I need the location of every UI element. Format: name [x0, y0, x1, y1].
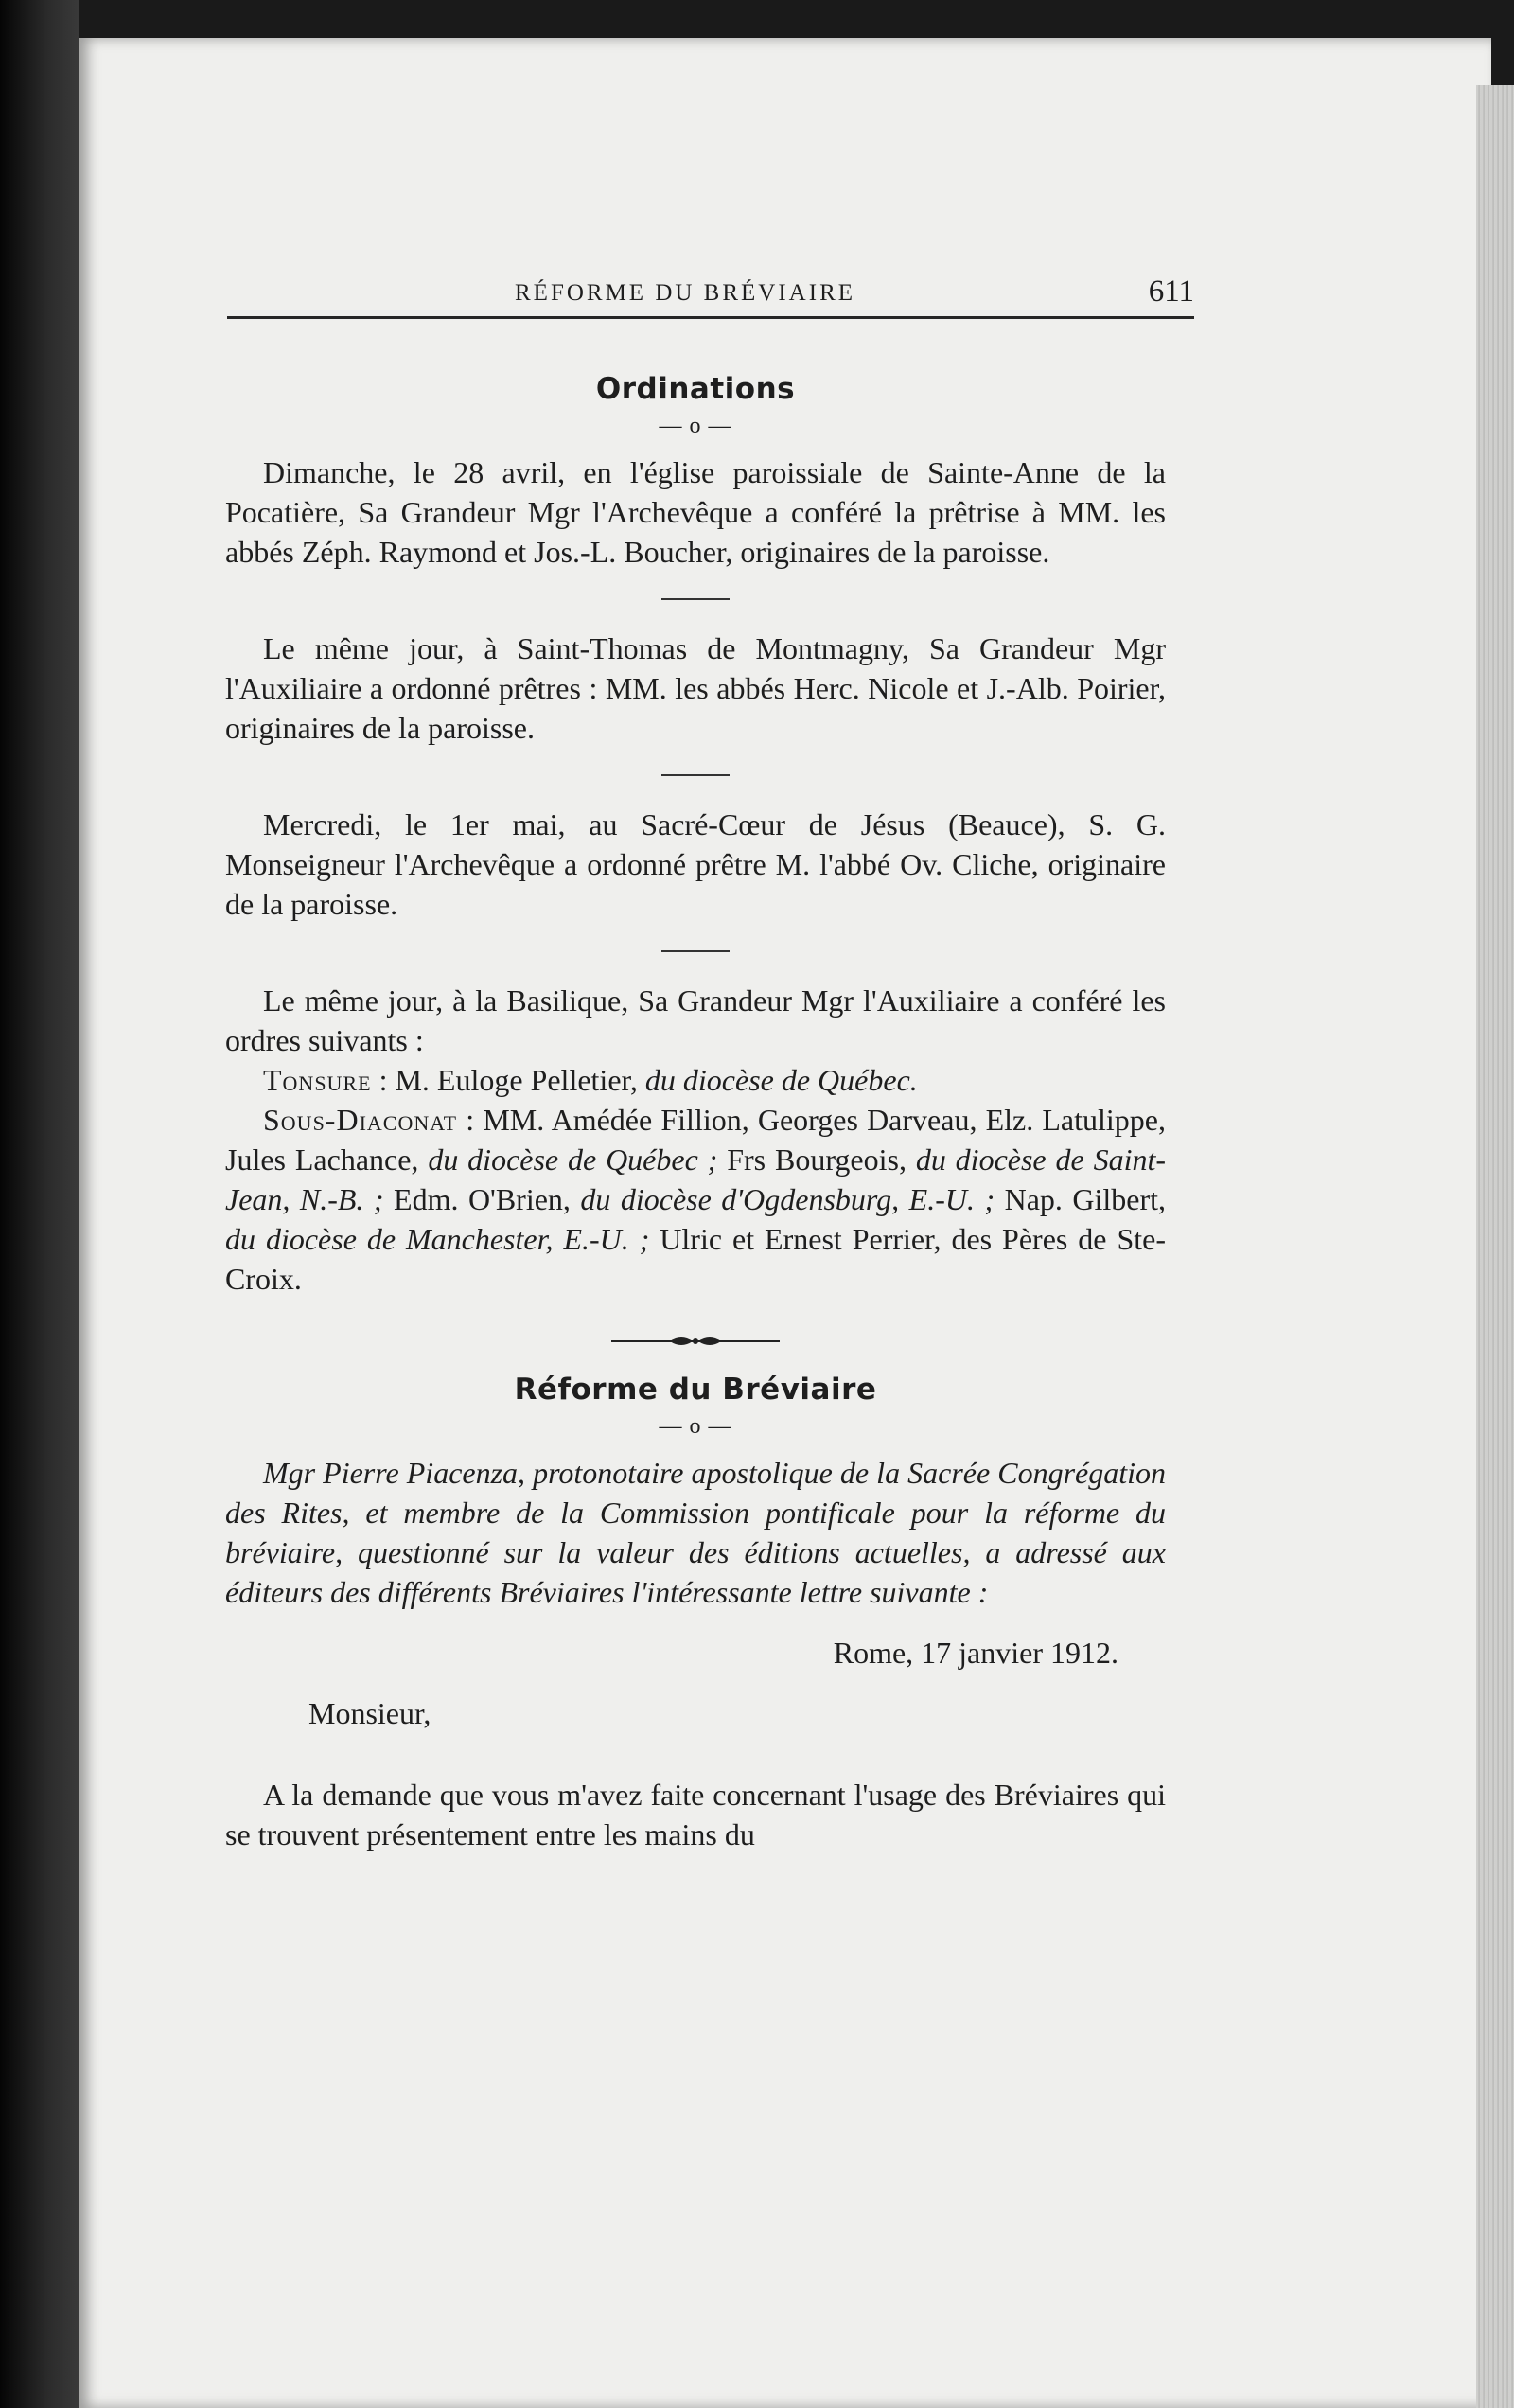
book-gutter-shadow	[0, 0, 79, 2408]
tonsure-colon: :	[371, 1063, 396, 1097]
sous-diaconat-names-5: Ulric et Ernest Perrier, des Pères de Ste-Croix.	[225, 1222, 1167, 1296]
sous-diaconat-colon: :	[457, 1103, 484, 1137]
tonsure-entry	[225, 1060, 1166, 1100]
tonsure-label: Tonsure	[263, 1063, 372, 1097]
running-head: RÉFORME DU BRÉVIAIRE	[515, 280, 856, 306]
paragraph-divider	[661, 950, 730, 952]
sous-diaconat-names-1: MM. Amédée Fillion, Georges Darveau, Elz. Latulippe, Jules Lachance,	[225, 1103, 1166, 1177]
page-header	[227, 274, 1194, 319]
ornament-divider-icon	[611, 1331, 780, 1352]
ordination-paragraph-4: Le même jour, à la Basilique, Sa Grandeur Mgr l'Auxiliaire a conféré les ordres suivants :	[225, 983, 1166, 1057]
ordination-paragraph-3: Mercredi, le 1er mai, au Sacré-Cœur de Jésus (Beauce), S. G. Monseigneur l'Archevêque a ordonné prêtre M. l'abbé Ov. Cliche, originaire de la paroisse.	[225, 807, 1166, 921]
letter-body: A la demande que vous m'avez faite concernant l'usage des Bréviaires qui se trouvent présentement entre les mains du	[225, 1778, 1166, 1851]
sous-diaconat-diocese-4: du diocèse de Manchester, E.-U. ;	[225, 1222, 650, 1256]
letter-dateline: Rome, 17 janvier 1912.	[833, 1636, 1118, 1670]
title-separator: — o —	[659, 1414, 732, 1439]
sous-diaconat-names-3: Edm. O'Brien,	[383, 1182, 581, 1216]
sous-diaconat-entry	[225, 1100, 1166, 1299]
section-title-reforme: Réforme du Bréviaire	[514, 1372, 877, 1407]
letter-salutation: Monsieur,	[308, 1696, 431, 1730]
sous-diaconat-names-2: Frs Bourgeois,	[717, 1142, 916, 1177]
reforme-intro-block	[225, 1453, 1166, 1612]
sous-diaconat-diocese-1: du diocèse de Québec ;	[428, 1142, 718, 1177]
title-separator: — o —	[659, 414, 732, 438]
sous-diaconat-diocese-2: du diocèse de Saint-Jean, N.-B. ;	[225, 1142, 1167, 1216]
paragraph-divider	[661, 774, 730, 776]
tonsure-name: M. Euloge Pelletier,	[395, 1063, 645, 1097]
section-title-ordinations: Ordinations	[595, 372, 796, 406]
ordination-paragraph-2: Le même jour, à Saint-Thomas de Montmagny, Sa Grandeur Mgr l'Auxiliaire a ordonné prêtres : MM. les abbés Herc. Nicole et J.-Alb. Poirier, originaires de la paroisse.	[225, 631, 1166, 745]
ordination-paragraph-1: Dimanche, le 28 avril, en l'église paroissiale de Sainte-Anne de la Pocatière, Sa Grandeur Mgr l'Archevêque a conféré la prêtrise à MM. les abbés Zéph. Raymond et Jos.-L. Boucher, originaires de la paroisse.	[225, 455, 1166, 569]
reforme-intro: Mgr Pierre Piacenza, protonotaire apostolique de la Sacrée Congrégation des Rites, et membre de la Commission pontificale pour la réforme du bréviaire, questionné sur la valeur des éditions actuelles, a adressé aux éditeurs des différents Bréviaires l'intéressante lettre suivante :	[225, 1456, 1166, 1609]
page-content	[225, 274, 1194, 1854]
page-number: 611	[1148, 274, 1194, 309]
tonsure-diocese: du diocèse de Québec.	[644, 1063, 918, 1097]
page-stack-edge	[1476, 85, 1514, 2408]
sous-diaconat-label: Sous-Diaconat	[263, 1103, 458, 1137]
paragraph-divider	[661, 598, 730, 600]
sous-diaconat-diocese-3: du diocèse d'Ogdensburg, E.-U. ;	[580, 1182, 995, 1216]
sous-diaconat-names-4: Nap. Gilbert,	[995, 1182, 1167, 1216]
